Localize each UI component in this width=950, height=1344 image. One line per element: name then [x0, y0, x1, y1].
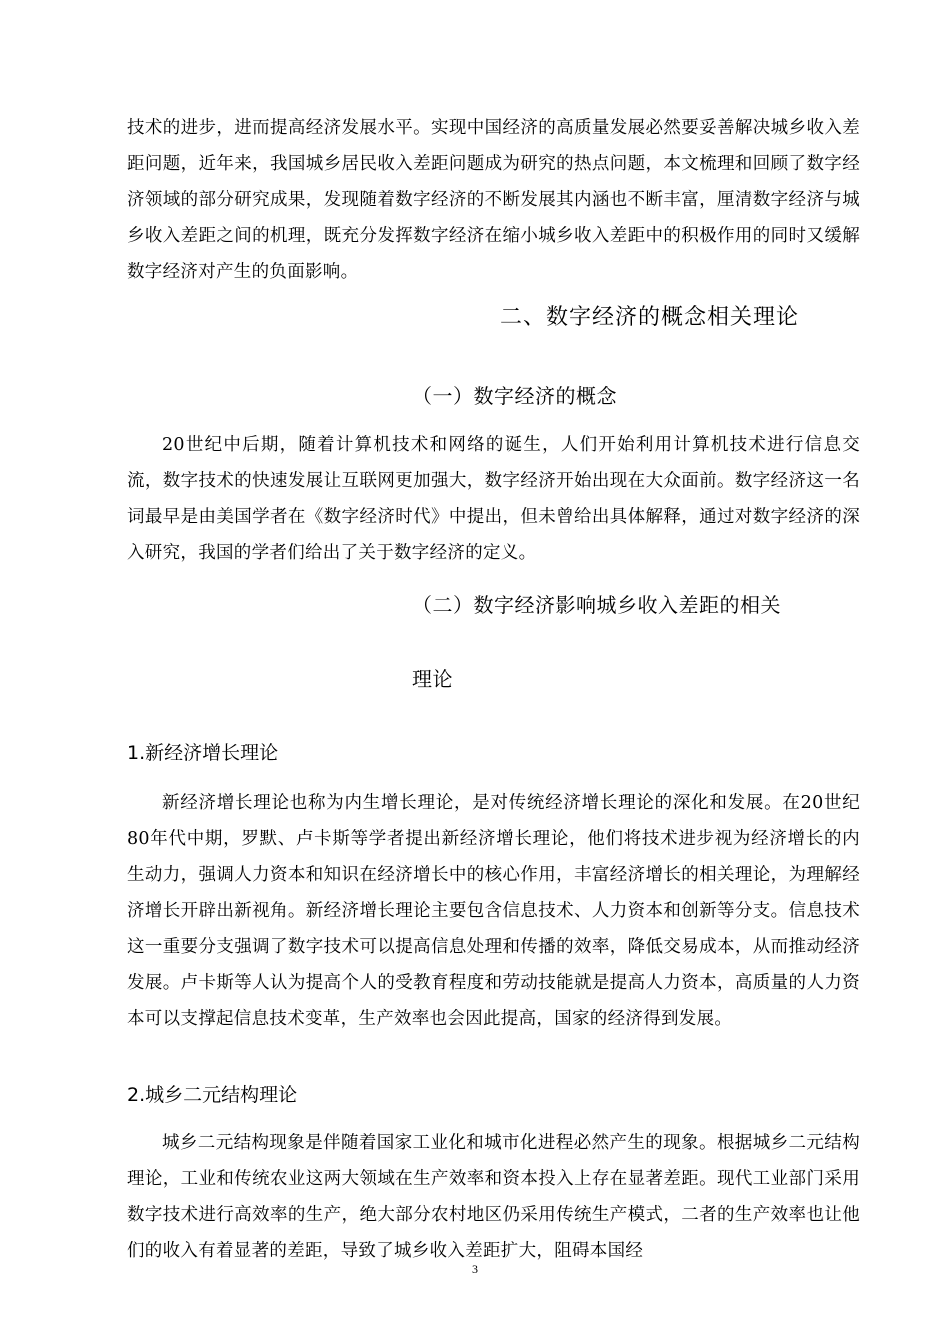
paragraph-intro-tail: 技术的进步，进而提高经济发展水平。实现中国经济的高质量发展必然要妥善解决城乡收入差距问题，近年来，我国城乡居民收入差距问题成为研究的热点问题，本文梳理和回顾了数字经济领域的部分研究成果，发现随着数字经济的不断发展其内涵也不断丰富，厘清数字经济与城乡收入差距之间的机理，既充分发挥数字经济在缩小城乡收入差距中的积极作用的同时又缓解数字经济对产生的负面影响。 [127, 118, 860, 282]
subsection-heading-1: （一）数字经济的概念 [412, 384, 617, 408]
item-heading-new-growth: 1.新经济增长理论 [127, 742, 279, 764]
paragraph-new-growth: 新经济增长理论也称为内生增长理论，是对传统经济增长理论的深化和发展。在20世纪 80年代中期，罗默、卢卡斯等学者提出新经济增长理论，他们将技术进步视为经济增长的内生动力，强调人力资本和知识在经济增长中的核心作用，丰富经济增长的相关理论，为理解经济增长开辟出新视角。新经济增长理论主要包含信息技术、人力资本和创新等分支。信息技术这一重要分支强调了数字技术可以提高信息处理和传播的效率，降低交易成本，从而推动经济发展。卢卡斯等人认为提高个人的受教育程度和劳动技能就是提高人力资本，高质量的人力资本可以支撑起信息技术变革，生产效率也会因此提高，国家的经济得到发展。 [127, 793, 860, 1029]
paragraph-dual-structure: 城乡二元结构现象是伴随着国家工业化和城市化进程必然产生的现象。根据城乡二元结构理论，工业和传统农业这两大领域在生产效率和资本投入上存在显著差距。现代工业部门采用数字技术进行高效率的生产，绝大部分农村地区仍采用传统生产模式，二者的生产效率也让他们的收入有着显著的差距，导致了城乡收入差距扩大，阻碍本国经 [127, 1133, 860, 1261]
page-number: 3 [472, 1262, 478, 1276]
paragraph-concept: 20世纪中后期，随着计算机技术和网络的诞生，人们开始利用计算机技术进行信息交流，数字技术的快速发展让互联网更加强大，数字经济开始出现在大众面前。数字经济这一名词最早是由美国学者在《数字经济时代》中提出，但未曾给出具体解释，通过对数字经济的深入研究，我国的学者们给出了关于数字经济的定义。 [127, 435, 860, 563]
section-heading-2: 二、数字经济的概念相关理论 [500, 305, 800, 330]
subsection-heading-2-line1: （二）数字经济影响城乡收入差距的相关 [412, 593, 781, 617]
item-heading-dual-structure: 2.城乡二元结构理论 [127, 1084, 298, 1106]
subsection-heading-2-line2: 理论 [412, 667, 453, 691]
